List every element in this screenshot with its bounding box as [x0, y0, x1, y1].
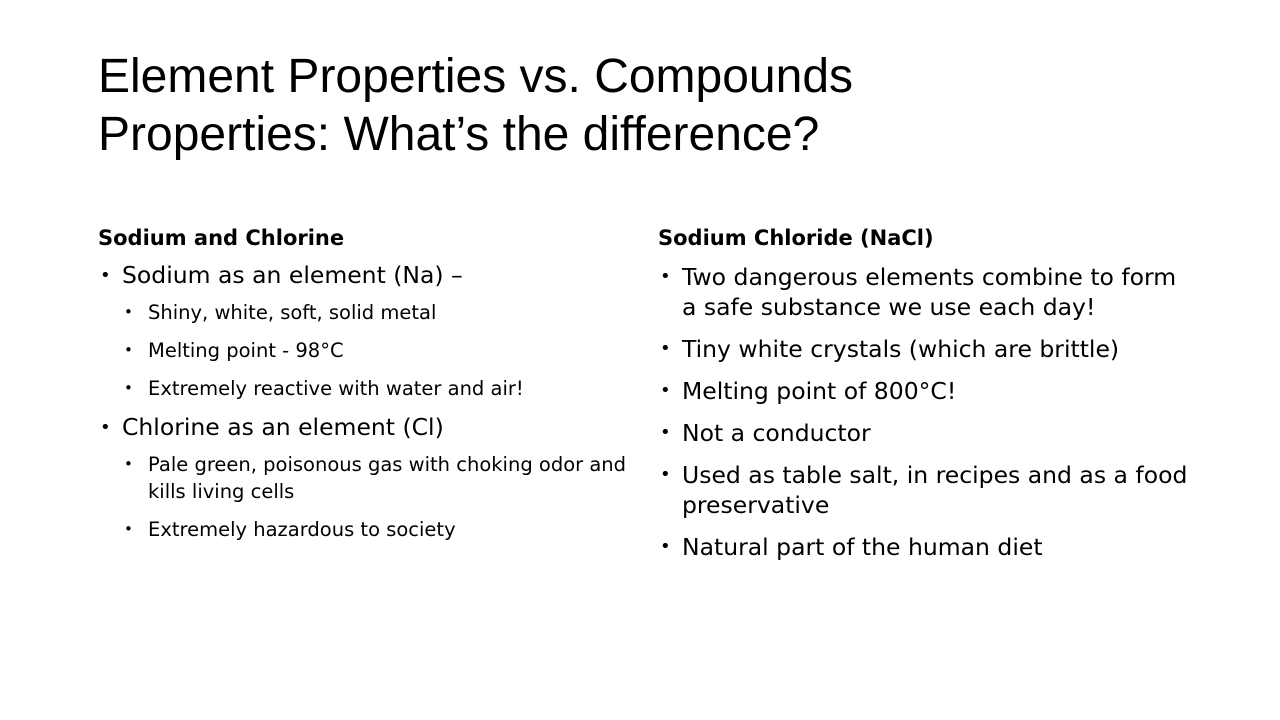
sub-list-item	[122, 337, 628, 364]
bullet-icon: •	[124, 520, 133, 538]
sub-list-item-text: Melting point - 98°C	[148, 339, 344, 362]
sub-list-item-text: Extremely hazardous to society	[148, 518, 456, 541]
left-column-heading: Sodium and Chlorine	[98, 226, 345, 250]
bullet-icon: •	[660, 422, 671, 443]
list-item-label: Chlorine as an element (Cl)	[122, 413, 444, 441]
bullet-icon: •	[124, 379, 133, 397]
sub-list-item	[122, 516, 628, 543]
list-item	[658, 262, 1198, 322]
left-bullet-list	[98, 262, 628, 543]
list-item-text: Melting point of 800°C!	[682, 377, 957, 405]
bullet-icon: •	[124, 341, 133, 359]
list-item-chlorine	[98, 414, 628, 543]
sub-list-item-text: Shiny, white, soft, solid metal	[148, 301, 437, 324]
list-item	[658, 376, 1198, 406]
bullet-icon: •	[100, 417, 111, 438]
sodium-sub-list	[122, 299, 628, 402]
list-item	[658, 532, 1198, 562]
right-bullet-list	[658, 262, 1198, 562]
list-item-text: Used as table salt, in recipes and as a food preservative	[682, 461, 1188, 519]
list-item-sodium	[98, 262, 628, 402]
chlorine-sub-list	[122, 451, 628, 543]
sub-list-item	[122, 375, 628, 402]
slide-title-line-1: Element Properties vs. Compounds	[98, 50, 854, 103]
left-column	[98, 222, 628, 555]
list-item-label: Sodium as an element (Na) –	[122, 261, 463, 289]
list-item-text: Natural part of the human diet	[682, 533, 1043, 561]
list-item-text: Not a conductor	[682, 419, 871, 447]
bullet-icon: •	[660, 464, 671, 485]
list-item	[658, 334, 1198, 364]
list-item-text: Tiny white crystals (which are brittle)	[682, 335, 1120, 363]
list-item	[658, 418, 1198, 448]
bullet-icon: •	[100, 265, 111, 286]
sub-list-item	[122, 451, 628, 505]
list-item	[658, 460, 1198, 520]
slide-title	[98, 48, 1198, 164]
bullet-icon: •	[660, 338, 671, 359]
slide-title-line-2: Properties: What’s the difference?	[98, 108, 820, 161]
list-item-text: Two dangerous elements combine to form a safe substance we use each day!	[682, 263, 1177, 321]
sub-list-item-text: Extremely reactive with water and air!	[148, 377, 524, 400]
bullet-icon: •	[660, 536, 671, 557]
right-column-heading: Sodium Chloride (NaCl)	[658, 226, 934, 250]
bullet-icon: •	[660, 380, 671, 401]
bullet-icon: •	[660, 266, 671, 287]
sub-list-item	[122, 299, 628, 326]
bullet-icon: •	[124, 455, 133, 473]
bullet-icon: •	[124, 303, 133, 321]
sub-list-item-text: Pale green, poisonous gas with choking odor and kills living cells	[148, 453, 627, 503]
right-column	[658, 222, 1198, 574]
